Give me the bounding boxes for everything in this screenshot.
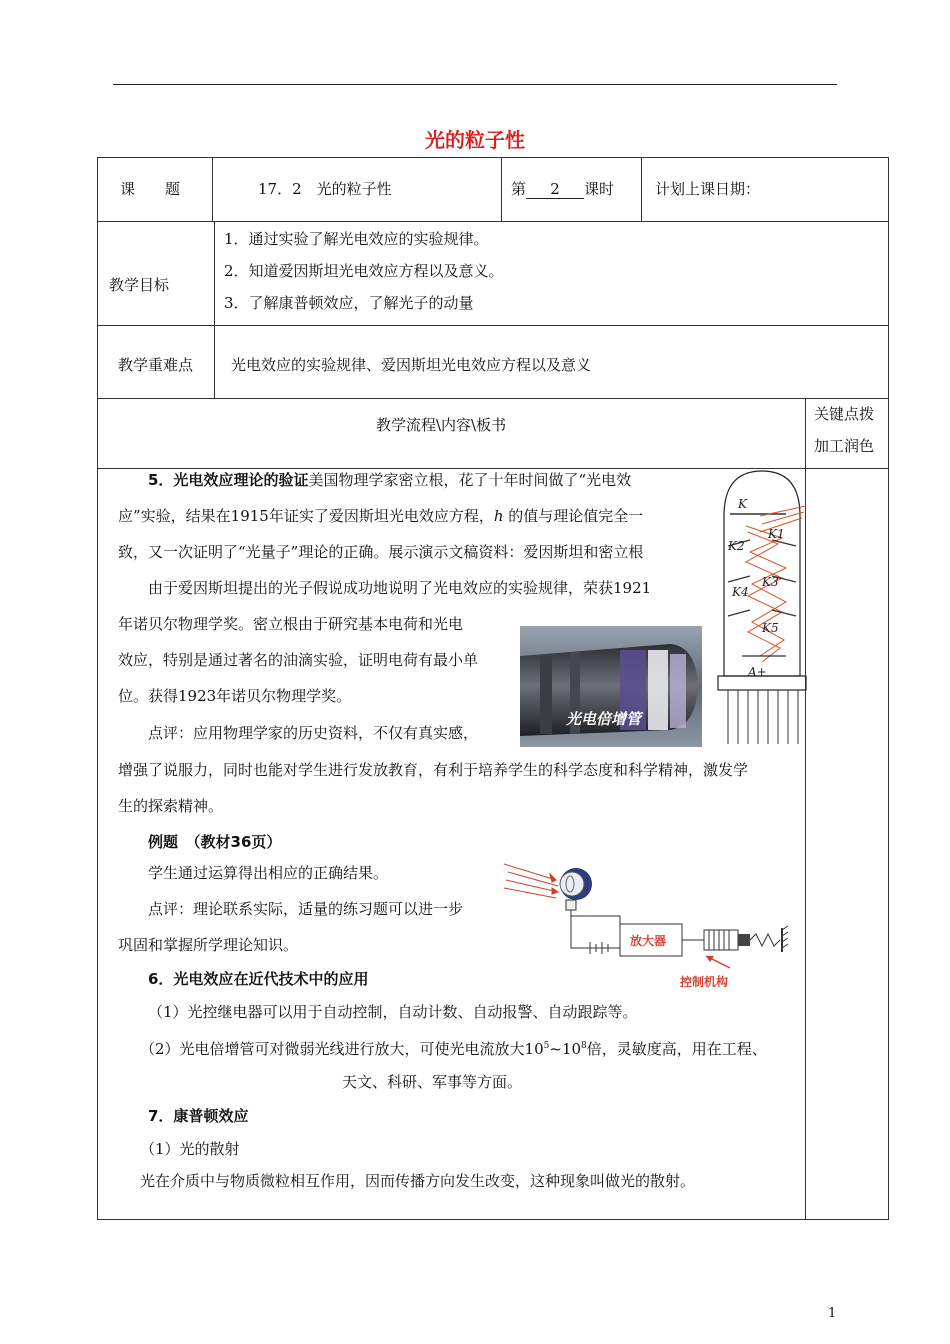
photomultiplier-photo (520, 626, 702, 747)
section-5-line (148, 470, 631, 490)
table-rule (98, 325, 888, 326)
period-prefix: 第 (511, 180, 527, 198)
goal-item: 3．了解康普顿效应，了解光子的动量 (224, 294, 474, 312)
header-rule (113, 84, 837, 85)
table-rule (501, 158, 502, 221)
section-6-heading: 6．光电效应在近代技术中的应用 (148, 970, 369, 988)
section-6-text: ~10 (549, 1040, 582, 1058)
planck-symbol: h (493, 507, 504, 525)
section-5-text: 应”实验，结果在1915年证实了爱因斯坦光电效应方程， (118, 507, 494, 525)
section-6-line: 天文、科研、军事等方面。 (342, 1073, 523, 1091)
diagram-label: K2 (728, 539, 745, 553)
exponent: 8 (581, 1041, 587, 1051)
relay-diagram (500, 844, 800, 994)
period-suffix: 课时 (584, 180, 615, 198)
photomultiplier-diagram (716, 466, 808, 746)
section-6-line (140, 1036, 767, 1059)
example-line: 巩固和掌握所学理论知识。 (118, 936, 299, 954)
example-line: 学生通过运算得出相应的正确结果。 (148, 864, 389, 882)
side-header-line: 加工润色 (814, 437, 875, 455)
control-label: 控制机构 (680, 975, 729, 989)
section-5-line: 由于爱因斯坦提出的光子假说成功地说明了光电效应的实验规律，荣获1921 (148, 579, 652, 597)
topic-label: 课 题 (120, 180, 181, 198)
section-5-heading: 5．光电效应理论的验证 (148, 471, 309, 489)
section-6-text: （2）光电倍增管可对微弱光线进行放大，可使光电流放大10 (140, 1040, 544, 1058)
keypoints-text: 光电效应的实验规律、爱因斯坦光电效应方程以及意义 (231, 356, 592, 374)
side-header-line: 关键点拨 (814, 405, 875, 423)
diagram-label: A+ (748, 665, 767, 679)
table-rule (214, 325, 215, 398)
section-5-line: 年诺贝尔物理学奖。密立根由于研究基本电荷和光电 (118, 615, 464, 633)
page-number: 1 (828, 1306, 837, 1321)
table-rule (98, 398, 888, 399)
keypoints-label: 教学重难点 (118, 356, 194, 374)
section-5-line: 效应，特别是通过著名的油滴实验，证明电荷有最小单 (118, 651, 479, 669)
section-5-line: 位。获得1923年诺贝尔物理学奖。 (118, 687, 352, 705)
section-5-text: 的值与理论值完全一 (503, 507, 644, 525)
table-rule (641, 158, 642, 221)
section-7-line: 光在介质中与物质微粒相互作用，因而传播方向发生改变，这种现象叫做光的散射。 (140, 1172, 696, 1190)
diagram-label: K5 (762, 621, 779, 635)
table-rule (214, 221, 215, 325)
diagram-label: K4 (732, 585, 749, 599)
table-rule (98, 221, 888, 222)
page-title: 光的粒子性 (425, 128, 525, 152)
goals-label: 教学目标 (109, 276, 170, 294)
table-rule (212, 158, 213, 221)
goal-item: 1．通过实验了解光电效应的实验规律。 (224, 230, 489, 248)
example-line: 点评：理论联系实际，适量的练习题可以进一步 (148, 900, 464, 918)
topic-value: 17．2 光的粒子性 (258, 180, 392, 198)
section-7-heading: 7．康普顿效应 (148, 1107, 249, 1125)
diagram-label: K3 (762, 575, 779, 589)
exponent: 5 (543, 1041, 550, 1051)
diagram-label: K (738, 497, 747, 511)
goal-item: 2．知道爱因斯坦光电效应方程以及意义。 (224, 262, 504, 280)
flow-header: 教学流程\内容\板书 (376, 416, 507, 434)
section-6-line: （1）光控继电器可以用于自动控制，自动计数、自动报警、自动跟踪等。 (148, 1003, 638, 1021)
amplifier-label: 放大器 (630, 934, 667, 948)
section-5-line: 致，又一次证明了“光量子”理论的正确。展示演示文稿资料：爱因斯坦和密立根 (118, 543, 644, 561)
section-5-text: 美国物理学家密立根，花了十年时间做了“光电效 (308, 471, 632, 489)
section-5-line (118, 506, 643, 526)
example-heading: 例题 （教材36页） (148, 833, 282, 851)
section-5-line: 增强了说服力，同时也能对学生进行发放教育，有利于培养学生的科学态度和科学精神，激发学 (118, 761, 749, 779)
photo-caption: 光电倍增管 (566, 710, 642, 728)
period-number: 2 (526, 180, 584, 199)
section-7-line: （1）光的散射 (140, 1140, 240, 1158)
section-6-text: 倍，灵敏度高，用在工程、 (586, 1040, 767, 1058)
diagram-label: K1 (768, 527, 785, 541)
period-field (511, 178, 614, 199)
section-5-line: 点评：应用物理学家的历史资料，不仅有真实感， (148, 724, 479, 742)
section-5-line: 生的探索精神。 (118, 797, 224, 815)
planned-date-label: 计划上课日期： (655, 180, 761, 198)
